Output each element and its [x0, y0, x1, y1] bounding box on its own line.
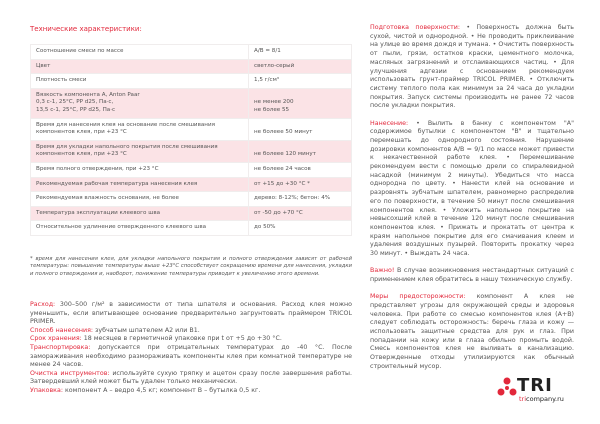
- right-info: [370, 24, 574, 380]
- info-label: Упаковка:: [30, 386, 63, 394]
- table-row: [31, 206, 352, 221]
- spec-value: от +15 до +30 °С *: [249, 177, 352, 192]
- info-text: допускается при отрицательных температурах до -40 °С. После замораживания необходимо размораживать компоненты клея при комнатной температуре не менее 24 часов.: [30, 343, 352, 369]
- footnote: * время для нанесения клея, для укладки напольного покрытия и полного отверждения зависят от рабочей температуры: повышение температуры выше +23°С способствует сокращению времени для нанесения, укладки и полного отверждения и, наоборот, понижение температуры приводит к увеличению этого времени.: [30, 256, 352, 277]
- info-paragraph: [30, 344, 352, 370]
- logo-text: TRI: [517, 375, 553, 396]
- info-text: компонент А – ведро 4,5 кг; компонент В – бутылка 0,5 кг.: [62, 386, 261, 394]
- info-label: Очистка инструментов:: [30, 369, 110, 377]
- spec-value: не болеее 24 часов: [249, 162, 352, 177]
- info-label: Расход:: [30, 301, 56, 308]
- specs-table: [30, 44, 352, 236]
- spec-name: Время для укладки напольного покрытия после смешивания компонентов клея, при +23 °С: [31, 140, 249, 162]
- info-text: • Поверхность должна быть сухой, чистой и однородной. • Не проводить приклеивание на улице во время дождя и тумана. • Очистить поверхность от пыли, грязи, остатков краски, цементного молочка, масляных загрязнений и отслаивающихся частиц. • Для улучшения адгезии с основанием рекомендуем использовать грунт-праймер TRICOL PRIMER. • Отключить систему теплого пола как минимум за 24 часа до укладки покрытия. Запуск системы производить не ранее 72 часов после укладки покрытия.: [370, 24, 574, 110]
- info-text: зубчатым шпателем А2 или В1.: [93, 326, 200, 334]
- table-row: [31, 74, 352, 89]
- spec-name: Цвет: [31, 59, 249, 74]
- table-row: [31, 162, 352, 177]
- website-link[interactable]: tricompany.ru: [519, 395, 564, 403]
- info-paragraph: [30, 335, 352, 344]
- logo-mark-icon: [497, 377, 517, 397]
- info-text: В случае возникновения нестандартных ситуаций с применением клея обратитесь в нашу техническую службу.: [370, 267, 574, 283]
- spec-name: Относительное удлинение отвержденного клеевого шва: [31, 221, 249, 236]
- table-row: [31, 140, 352, 162]
- left-info: [30, 301, 352, 396]
- info-label: Срок хранения:: [30, 335, 82, 343]
- info-label: Подготовка поверхности:: [370, 24, 460, 31]
- info-label: Нанесение:: [370, 119, 409, 127]
- info-text: 300–500 г/м² в зависимости от типа шпателя и основания. Расход клея можно уменьшить, если впитывающее основание предварительно загрунтовать праймером TRICOL PRIMER.: [30, 301, 352, 326]
- spec-value: светло-серый: [249, 59, 352, 74]
- info-label: Способ нанесения:: [30, 326, 93, 334]
- info-label: Транспортировка:: [30, 343, 91, 351]
- info-label: Меры предосторожности:: [370, 293, 466, 301]
- info-label: Важно!: [370, 267, 395, 275]
- spec-name: Вязкость компонента А, Anton Paar 0,3 с-1, 25°С, PP d25, Па·с, 13,5 с-1, 25°С, PP d25, Па·с: [31, 88, 249, 118]
- table-row: [31, 221, 352, 236]
- section-title: Технические характеристики:: [30, 25, 142, 33]
- spec-name: Плотность смеси: [31, 74, 249, 89]
- spec-value: не болеее 50 минут: [249, 118, 352, 140]
- spec-name: Рекомендуемая влажность основания, не более: [31, 192, 249, 207]
- spec-name: Температура эксплуатации клеевого шва: [31, 206, 249, 221]
- spec-name: Рекомендуемая рабочая температура нанесения клея: [31, 177, 249, 192]
- spec-value: не менее 200 не более 55: [249, 88, 352, 118]
- table-row: [31, 59, 352, 74]
- spec-value: 1,5 г/см³: [249, 74, 352, 89]
- table-row: [31, 118, 352, 140]
- spec-name: Время для нанесения клея на основание после смешивания компонентов клея, при +23 °С: [31, 118, 249, 140]
- info-paragraph: [370, 267, 574, 284]
- table-row: [31, 192, 352, 207]
- spec-value: дерево: 8-12%; бетон: 4%: [249, 192, 352, 207]
- spec-name: Время полного отверждения, при +23 °С: [31, 162, 249, 177]
- info-paragraph: [30, 387, 352, 396]
- table-row: [31, 88, 352, 118]
- info-text: компонент А клея не представляет угрозы для окружающей среды и здоровья человека. При работе со смесью компонентов клея (А+В) следует соблюдать осторожность: беречь глаза и кожу — использовать защитные средства для рук и глаз. При попадании на кожу или в глаза обильно промыть водой. Смесь компонентов клея не выливать в канализацию. Отвержденные отходы утилизируются как обычный строительный мусор.: [370, 293, 574, 370]
- spec-value: не болеее 120 минут: [249, 140, 352, 162]
- info-text: используйте сухую тряпку и ацетон сразу после завершения работы. Затвердевший клей может быть удален только механически.: [30, 369, 352, 386]
- info-text: 18 месяцев в герметичной упаковке при t от +5 до +30 °С.: [81, 335, 282, 343]
- table-row: [31, 45, 352, 60]
- table-row: [31, 177, 352, 192]
- spec-value: от -50 до +70 °С: [249, 206, 352, 221]
- tri-logo: [497, 375, 577, 405]
- info-paragraph: [370, 24, 574, 111]
- spec-value: до 50%: [249, 221, 352, 236]
- info-paragraph: [370, 293, 574, 371]
- info-paragraph: [30, 370, 352, 387]
- info-text: • Вылить в банку с компонентом "А" содержимое бутылки с компонентом "В" и тщательно перемешать до однородного состояния. Нарушение дозировки компонентов А/В = 9/1 по массе может привести к некачественной работе клея. • Перемешивание рекомендуем вести с помощью дрели со спиралевидной насадкой (минимум 2 минуты). Убедиться что масса однородна по цвету. • Нанести клей на основание и разровнять зубчатым шпателем, равномерно распределив его по поверхности, в течение 50 минут после смешивания компонентов клея. • Уложить напольное покрытие на невысохший клей в течение 120 минут после смешивания компонентов клея. • Прижать и прокатать от центра к краям напольное покрытие для его смачивания клеем и удаления воздушных пузырей. Повторить прокатку через 30 минут. • Выждать 24 часа.: [370, 119, 574, 258]
- spec-name: Соотношение смеси по массе: [31, 45, 249, 60]
- info-paragraph: [30, 301, 352, 327]
- info-paragraph: [370, 120, 574, 259]
- spec-value: A/B = 8/1: [249, 45, 352, 60]
